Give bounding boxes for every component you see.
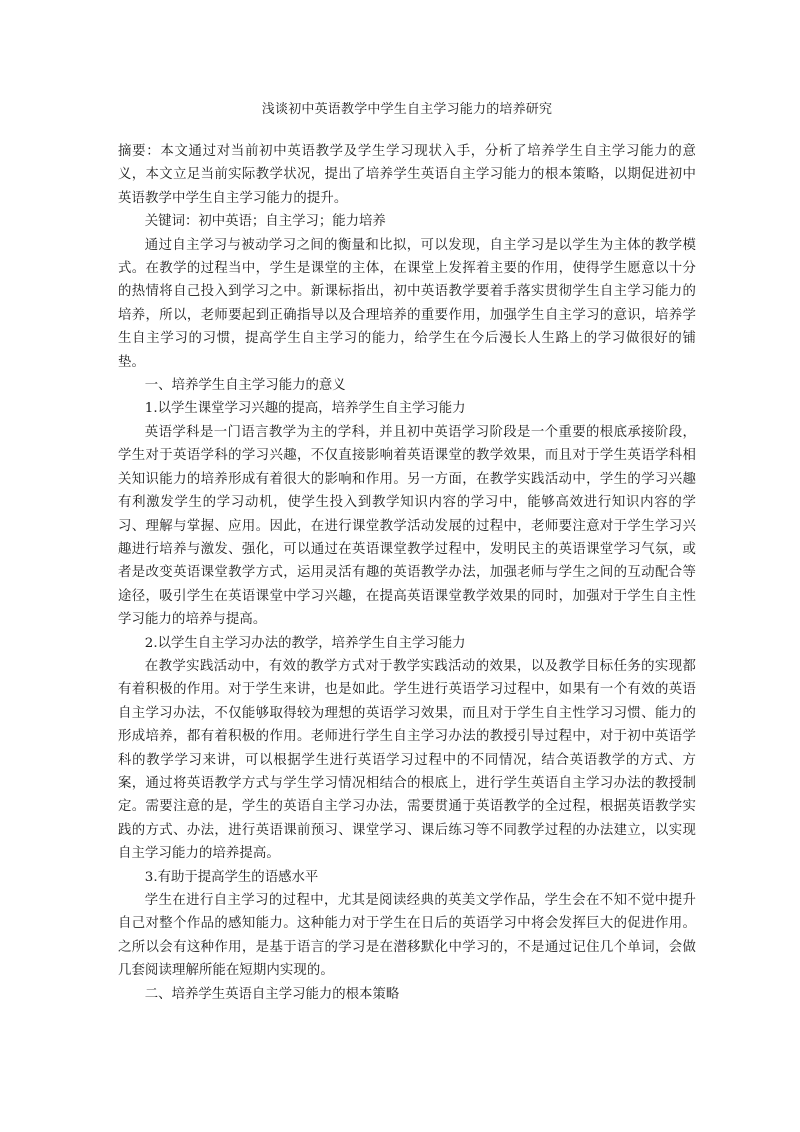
section-2-heading: 二、培养学生英语自主学习能力的根本策略 [144,986,400,1002]
subsection-1-2-body: 在教学实践活动中，有效的教学方式对于教学实践活动的效果，以及教学目标任务的实现都有着积极的作用。对于学生来讲，也是如此。学生进行英语学习过程中，如果有一个有效的英语自主学习办法，不仅能够取得较为理想的英语学习效果，而且对于学生自主性学习习惯、能力的形成培养，都有着积极的作用。老师进行学生自主学习办法的教授引导过程中，对于初中英语学科的教学学习来讲，可以根据学生进行英语学习过程中的不同情况，结合英语教学的方式、方案，通过将英语教学方式与学生学习情况相结合的根底上，进行学生英语自主学习办法的教授制定。需要注意的是，学生的英语自主学习办法，需要贯通于英语教学的全过程，根据英语教学实践的方式、办法，进行英语课前预习、课堂学习、课后练习等不同教学过程的办法建立，以实现自主学习能力的培养提高。 [118,658,696,862]
subsection-1-3-heading: 3.有助于提高学生的语感水平 [144,869,319,885]
subsection-1-3-body: 学生在进行自主学习的过程中，尤其是阅读经典的英美文学作品，学生会在不知不觉中提升自己对整个作品的感知能力。这种能力对于学生在日后的英语学习中将会发挥巨大的促进作用。之所以会有这种作用，是基于语言的学习是在潜移默化中学习的，不是通过记住几个单词，会做几套阅读理解所能在短期内实现的。 [118,893,696,979]
subsection-1-1-body: 英语学科是一门语言教学为主的学科，并且初中英语学习阶段是一个重要的根底承接阶段，学生对于英语学科的学习兴趣，不仅直接影响着英语课堂的教学效果，而且对于学生英语学科相关知识能力的培养形成有着很大的影响和作用。另一方面，在教学实践活动中，学生的学习兴趣有利激发学生的学习动机，使学生投入到教学知识内容的学习中，能够高效进行知识内容的学习、理解与掌握、应用。因此，在进行课堂教学活动发展的过程中，老师要注意对于学生学习兴趣进行培养与激发、强化，可以通过在英语课堂教学过程中，发明民主的英语课堂学习气氛，或者是改变英语课堂教学方式，运用灵活有趣的英语教学办法，加强老师与学生之间的互动配合等途径，吸引学生在英语课堂中学习兴趣，在提高英语课堂教学效果的同时，加强对于学生自主性学习能力的培养与提高。 [118,424,696,628]
subsection-1-2-heading: 2.以学生自主学习办法的教学，培养学生自主学习能力 [144,635,466,651]
intro-paragraph: 通过自主学习与被动学习之间的衡量和比拟，可以发现，自主学习是以学生为主体的教学模式。在教学的过程当中，学生是课堂的主体，在课堂上发挥着主要的作用，使得学生愿意以十分的热情将自己投入到学习之中。新课标指出，初中英语教学要着手落实贯彻学生自主学习能力的培养，所以，老师要起到正确指导以及合理培养的重要作用，加强学生自主学习的意识，培养学生自主学习的习惯，提高学生自主学习的能力，给学生在今后漫长人生路上的学习做很好的铺垫。 [118,237,696,370]
document-title: 浅谈初中英语教学中学生自主学习能力的培养研究 [261,102,553,117]
keywords-line: 关键词：初中英语；自主学习；能力培养 [144,214,386,230]
subsection-1-1-heading: 1.以学生课堂学习兴趣的提高，培养学生自主学习能力 [144,401,466,417]
section-1-heading: 一、培养学生自主学习能力的意义 [144,378,346,394]
abstract-paragraph: 摘要：本文通过对当前初中英语教学及学生学习现状入手，分析了培养学生自主学习能力的意义，本文立足当前实际教学状况，提出了培养学生英语自主学习能力的根本策略，以期促进初中英语教学中学生自主学习能力的提升。 [118,144,696,206]
